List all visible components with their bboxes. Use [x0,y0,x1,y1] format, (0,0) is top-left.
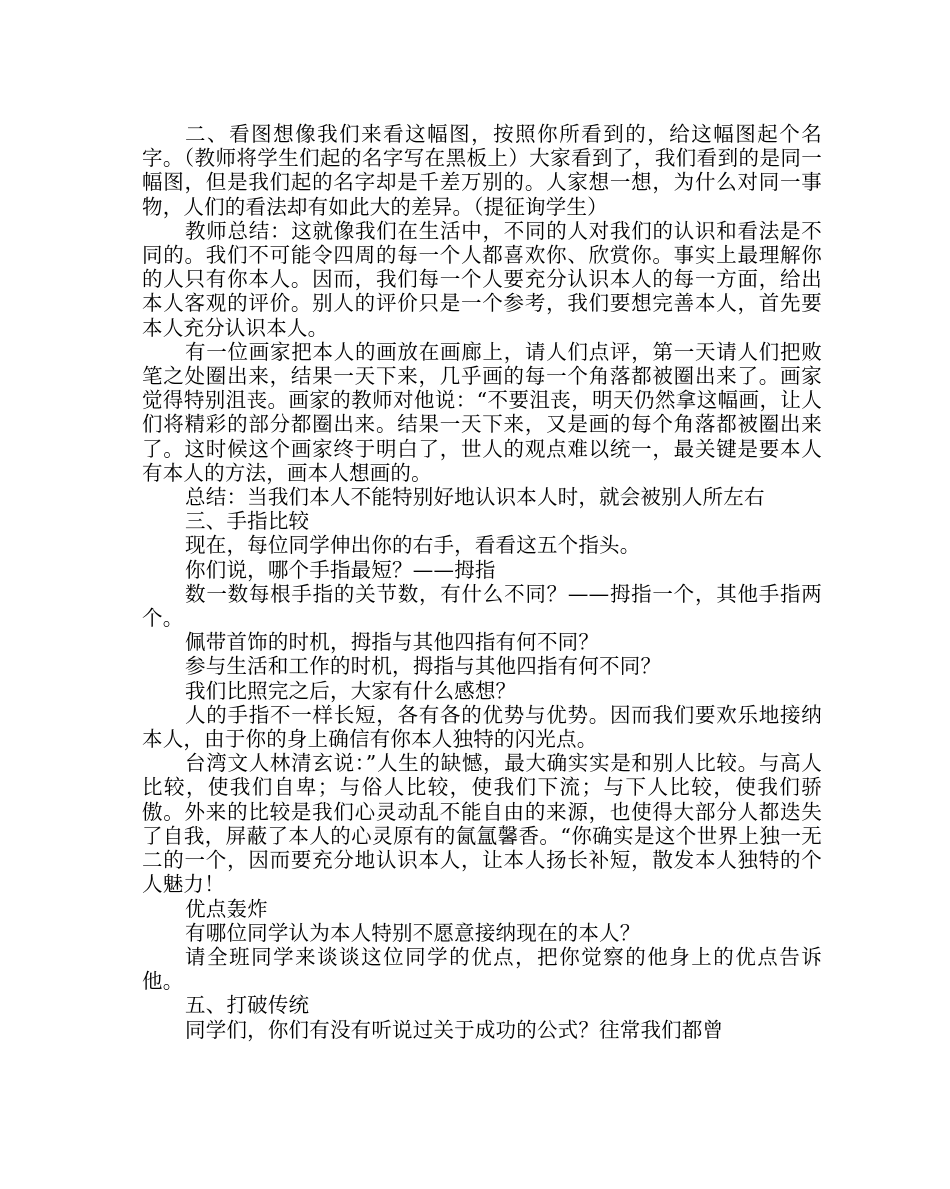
paragraph-jewelry-question: 佩带首饰的时机，拇指与其他四指有何不同？ [185,630,600,655]
heading-section-5-break-tradition: 五、打破传统 [185,993,310,1018]
paragraph-joint-count: 数一数每根手指的关节数，有什么不同？——拇指一个，其他手指两个。 [142,581,822,631]
paragraph-painter-story: 有一位画家把本人的画放在画廊上，请人们点评，第一天请人们把败笔之处圈出来，结果一天下来，几乎画的每一个角落都被圈出来了。画家觉得特别沮丧。画家的教师对他说：“不要沮丧，明天仍然拿这幅画，让人们将精彩的部分都圈出来。结果一天下来，又是画的每个角落都被圈出来了。这时候这个画家终于明白了，世人的观点难以统一，最关键是要本人有本人的方法，画本人想画的。 [142,339,822,485]
paragraph-right-hand: 现在，每位同学伸出你的右手，看看这五个指头。 [185,533,641,558]
paragraph-fingers-differ: 人的手指不一样长短，各有各的优势与优势。因而我们要欢乐地接纳本人，由于你的身上确信有你本人独特的闪光点。 [142,702,822,752]
document-body [142,122,822,1042]
paragraph-teacher-summary: 教师总结：这就像我们在生活中，不同的人对我们的认识和看法是不同的。我们不可能令四周的每一个人都喜欢你、欣赏你。事实上最理解你的人只有你本人。因而，我们每一个人要充分认识本人的每一方面，给出本人客观的评价。别人的评价只是一个参考，我们要想完善本人，首先要本人充分认识本人。 [142,218,822,340]
paragraph-section-2-picture-naming: 二、看图想像我们来看这幅图，按照你所看到的，给这幅图起个名字。（教师将学生们起的名字写在黑板上）大家看到了，我们看到的是同一幅图，但是我们起的名字却是千差万别的。人家想一想，为什么对同一事物，人们的看法却有如此大的差异。（提征询学生） [142,122,822,219]
paragraph-success-formula: 同学们，你们有没有听说过关于成功的公式？往常我们都曾 [185,1017,724,1042]
paragraph-work-question: 参与生活和工作的时机，拇指与其他四指有何不同？ [185,654,662,679]
paragraph-reflection-question: 我们比照完之后，大家有什么感想？ [185,678,517,703]
paragraph-class-discussion: 请全班同学来谈谈这位同学的优点，把你觉察的他身上的优点告诉他。 [142,944,822,994]
paragraph-shortest-finger: 你们说，哪个手指最短？——拇指 [185,557,496,582]
paragraph-lin-qingxuan-quote: 台湾文人林清玄说：”人生的缺憾，最大确实实是和别人比较。与高人比较，使我们自卑；与俗人比较，使我们下流；与下人比较，使我们骄傲。外来的比较是我们心灵动乱不能自由的来源，也使得大部分人都迭失了自我，屏蔽了本人的心灵原有的氤氲馨香。“你确实是这个世界上独一无二的一个，因而要充分地认识本人，让本人扬长补短，散发本人独特的个人魅力！ [142,751,822,897]
paragraph-volunteer-question: 有哪位同学认为本人特别不愿意接纳现在的本人？ [185,920,641,945]
heading-section-3-finger-comparison: 三、手指比较 [185,509,310,534]
paragraph-summary: 总结：当我们本人不能特别好地认识本人时，就会被别人所左右 [185,485,765,510]
heading-strengths-bombardment: 优点轰炸 [185,896,268,921]
